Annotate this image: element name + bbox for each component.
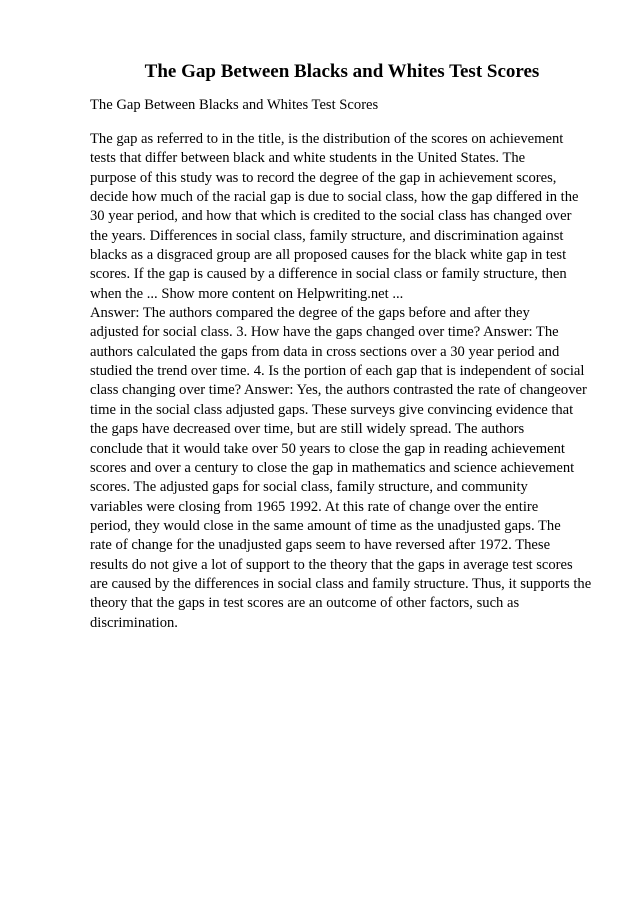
body-line: blacks as a disgraced group are all proposed causes for the black white gap in test bbox=[90, 247, 567, 264]
body-line: scores. The adjusted gaps for social class, family structure, and community bbox=[90, 479, 528, 496]
body-line: class changing over time? Answer: Yes, the authors contrasted the rate of changeover bbox=[90, 382, 587, 399]
body-line: time in the social class adjusted gaps. These surveys give convincing evidence that bbox=[90, 401, 574, 418]
body-line: results do not give a lot of support to the theory that the gaps in average test scores bbox=[90, 556, 573, 573]
body-line: studied the trend over time. 4. Is the portion of each gap that is independent of social bbox=[90, 363, 585, 380]
body-line: the years. Differences in social class, family structure, and discrimination against bbox=[90, 227, 564, 244]
body-line: variables were closing from 1965 1992. At this rate of change over the entire bbox=[90, 498, 539, 515]
body-line: 30 year period, and how that which is credited to the social class has changed over bbox=[90, 208, 572, 225]
document-subtitle: The Gap Between Blacks and Whites Test Scores bbox=[90, 97, 379, 113]
body-line: when the ... Show more content on Helpwriting.net ... bbox=[90, 285, 404, 302]
body-line: theory that the gaps in test scores are an outcome of other factors, such as bbox=[90, 595, 520, 612]
body-line: the gaps have decreased over time, but are still widely spread. The authors bbox=[90, 421, 525, 438]
body-line: Answer: The authors compared the degree of the gaps before and after they bbox=[90, 305, 530, 322]
body-line: The gap as referred to in the title, is the distribution of the scores on achievement bbox=[90, 131, 564, 147]
document-title: The Gap Between Blacks and Whites Test Scores bbox=[144, 61, 540, 82]
document-body bbox=[90, 130, 630, 633]
body-line: adjusted for social class. 3. How have the gaps changed over time? Answer: The bbox=[90, 324, 559, 341]
body-line: purpose of this study was to record the degree of the gap in achievement scores, bbox=[90, 169, 557, 186]
body-line: tests that differ between black and white students in the United States. The bbox=[90, 150, 526, 167]
body-line: authors calculated the gaps from data in cross sections over a 30 year period and bbox=[90, 343, 560, 360]
body-line: conclude that it would take over 50 years to close the gap in reading achievement bbox=[90, 440, 565, 457]
body-line: scores and over a century to close the gap in mathematics and science achievement bbox=[90, 459, 575, 476]
body-line: period, they would close in the same amount of time as the unadjusted gaps. The bbox=[90, 517, 561, 534]
body-line: discrimination. bbox=[90, 614, 178, 631]
body-line: scores. If the gap is caused by a difference in social class or family structure, then bbox=[90, 266, 567, 283]
body-line: decide how much of the racial gap is due to social class, how the gap differed in the bbox=[90, 189, 579, 206]
body-line: rate of change for the unadjusted gaps seem to have reversed after 1972. These bbox=[90, 537, 551, 554]
body-line: are caused by the differences in social class and family structure. Thus, it supports the bbox=[90, 575, 592, 592]
